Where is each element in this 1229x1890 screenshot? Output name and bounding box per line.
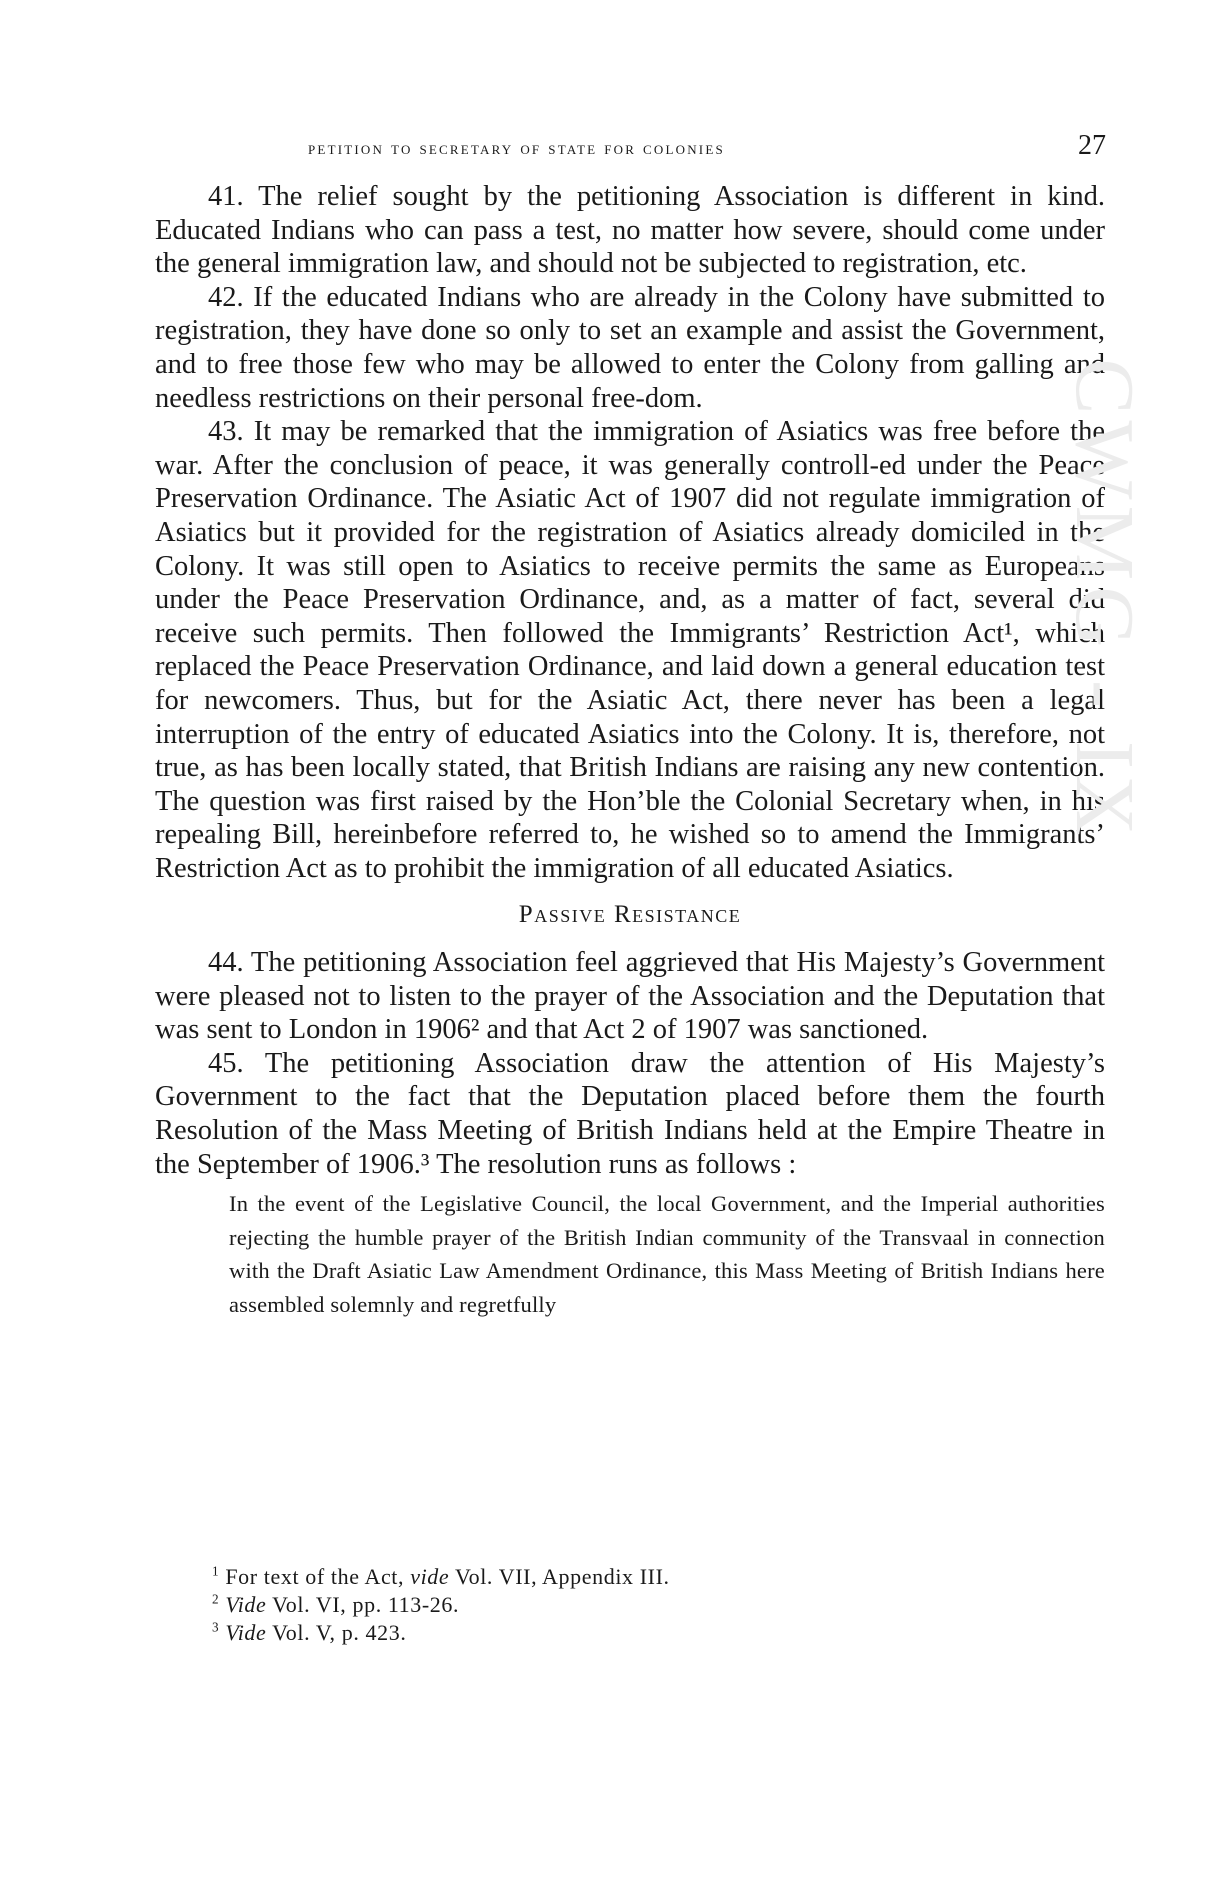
- footnote-marker: 2: [212, 1591, 220, 1607]
- footnote-italic: Vide: [225, 1620, 267, 1645]
- footnote-text: Vol. V, p. 423.: [266, 1620, 407, 1645]
- footnote-marker: 3: [212, 1619, 220, 1635]
- paragraph-42: 42. If the educated Indians who are already in the Colony have submitted to registration, they have done so only to set an example and assist the Government, and to free those few who may be allowed to enter the Colony from galling and needless restrictions on their personal free-dom.: [155, 281, 1105, 414]
- footnote-text: Vol. VI, pp. 113-26.: [266, 1592, 460, 1617]
- watermark-text: CWMG - IX: [1058, 358, 1151, 842]
- paragraph-44: 44. The petitioning Association feel aggrieved that His Majesty’s Government were pleased not to listen to the prayer of the Association and the Deputation that was sent to London in 1906² and that Act 2 of 1907 was sanctioned.: [155, 947, 1105, 1046]
- body-text: [155, 180, 1105, 1321]
- footnote-text: For text of the Act,: [225, 1564, 411, 1589]
- section-heading: Passive Resistance: [518, 901, 742, 929]
- resolution-quote: In the event of the Legislative Council, the local Government, and the Imperial authorities rejecting the humble prayer of the British Indian community of the Transvaal in connection with the Draft Asiatic Law Amendment Ordinance, this Mass Meeting of British Indians here assembled solemnly and regretfully: [229, 1191, 1105, 1317]
- footnote-italic: vide: [410, 1564, 450, 1589]
- paragraph-45: 45. The petitioning Association draw the attention of His Majesty’s Government to the fact that the Deputation placed before them the fourth Resolution of the Mass Meeting of British Indians held at the Empire Theatre in the September of 1906.³ The resolution runs as follows :: [155, 1047, 1105, 1180]
- paragraph-43: 43. It may be remarked that the immigration of Asiatics was free before the war. After the conclusion of peace, it was generally controll-ed under the Peace Preservation Ordinance. The Asiatic Act of 1907 did not regulate immigration of Asiatics but it provided for the registration of Asiatics already domiciled in the Colony. It was still open to Asiatics to receive permits the same as Europeans under the Peace Preservation Ordinance, and, as a matter of fact, several did receive such permits. Then followed the Immigrants’ Restriction Act¹, which replaced the Peace Preservation Ordinance, and laid down a general education test for newcomers. Thus, but for the Asiatic Act, there never has been a legal interruption of the entry of educated Asiatics into the Colony. It is, therefore, not true, as has been locally stated, that British Indians are raising any new contention. The question was first raised by the Hon’ble the Colonial Secretary when, in his repealing Bill, hereinbefore referred to, he wished so to amend the Immigrants’ Restriction Act as to prohibit the immigration of all educated Asiatics.: [155, 416, 1105, 884]
- paragraph-41: 41. The relief sought by the petitioning Association is different in kind. Educated Indians who can pass a test, no matter how severe, should come under the general immigration law, and should not be subjected to registration, etc.: [155, 181, 1105, 280]
- footnotes: [212, 1563, 670, 1647]
- footnote-text: Vol. VII, Appendix III.: [449, 1564, 670, 1589]
- footnote-italic: Vide: [225, 1592, 267, 1617]
- footnote-1: [212, 1563, 670, 1591]
- page-number: 27: [1078, 130, 1106, 161]
- running-head: [158, 130, 1106, 164]
- footnote-marker: 1: [212, 1563, 220, 1579]
- footnote-3: [212, 1619, 670, 1647]
- footnote-2: [212, 1591, 670, 1619]
- running-title: petition to secretary of state for colonies: [308, 138, 725, 159]
